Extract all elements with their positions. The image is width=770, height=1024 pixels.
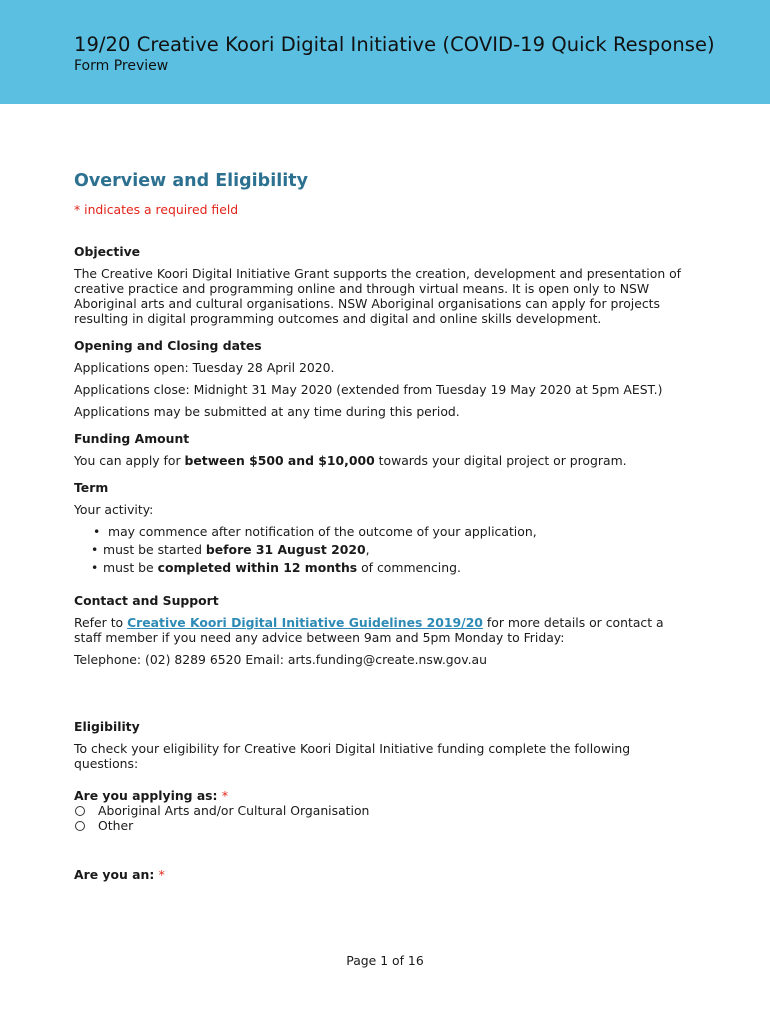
radio-button[interactable] [75,806,85,816]
term-intro: Your activity: [74,502,154,517]
required-asterisk: * [221,788,229,803]
term-heading: Term [74,480,109,495]
form-subtitle: Form Preview [74,58,169,74]
page-number: Page 1 of 16 [346,953,424,968]
term-list [74,523,694,577]
question-are-you-an-label: Are you an: [74,867,159,882]
funding-amount: between $500 and $10,000 [184,453,375,468]
section-title: Overview and Eligibility [74,171,308,191]
applications-anytime: Applications may be submitted at any time during this period. [74,404,460,419]
term-start-date: before 31 August 2020 [205,542,366,557]
term-bullet-1: may commence after notification of the outcome of your application, [108,524,537,539]
guidelines-link[interactable]: Creative Koori Digital Initiative Guidelines 2019/20 [127,615,483,630]
objective-heading: Objective [74,244,141,259]
applications-open: Applications open: Tuesday 28 April 2020. [74,360,335,375]
list-item [74,523,694,541]
term-completion: completed within 12 months [157,560,358,575]
contact-pre: Refer to [74,615,128,630]
radio-label: Aboriginal Arts and/or Cultural Organisation [98,803,370,818]
term-bullet-3-pre: must be [103,560,158,575]
applications-close: Applications close: Midnight 31 May 2020 (extended from Tuesday 19 May 2020 at 5pm AEST.) [74,382,663,397]
radio-option-aboriginal-org[interactable] [74,803,694,818]
required-asterisk: * [158,867,165,882]
form-content [74,168,694,882]
question-are-you-an [74,867,694,882]
eligibility-intro: To check your eligibility for Creative Koori Digital Initiative funding complete the following questions: [74,741,631,771]
required-field-note: * indicates a required field [74,202,239,217]
funding-text [74,453,694,468]
contact-heading: Contact and Support [74,593,219,608]
term-bullet-2-post: , [365,542,370,557]
dates-heading: Opening and Closing dates [74,338,262,353]
objective-text: The Creative Koori Digital Initiative Grant supports the creation, development and presentation of creative practice and programming online and through virtual means. It is open only to NSW Aboriginal arts and cultural organisations. NSW Aboriginal organisations can apply for projects resulting in digital programming outcomes and digital and online skills development. [74,266,682,326]
term-bullet-3-post: of commencing. [357,560,461,575]
funding-pre: You can apply for [74,453,185,468]
contact-phone-email: Telephone: (02) 8289 6520 Email: arts.funding@create.nsw.gov.au [74,652,487,667]
funding-post: towards your digital project or program. [374,453,627,468]
term-bullet-2-pre: must be started [103,542,206,557]
radio-button[interactable] [75,821,85,831]
form-title: 19/20 Creative Koori Digital Initiative (COVID-19 Quick Response) [74,33,715,56]
eligibility-heading: Eligibility [74,719,140,734]
contact-text [74,615,694,645]
contact-post: for more details or contact a staff member if you need any advice between 9am and 5pm Monday to Friday: [74,615,664,645]
question-applying-as [74,788,694,803]
list-item [74,559,694,577]
page-header [0,0,770,104]
question-applying-as-label: Are you applying as: [74,788,222,803]
radio-option-other[interactable] [74,818,694,833]
funding-heading: Funding Amount [74,431,190,446]
radio-label: Other [98,818,134,833]
list-item [74,541,694,559]
